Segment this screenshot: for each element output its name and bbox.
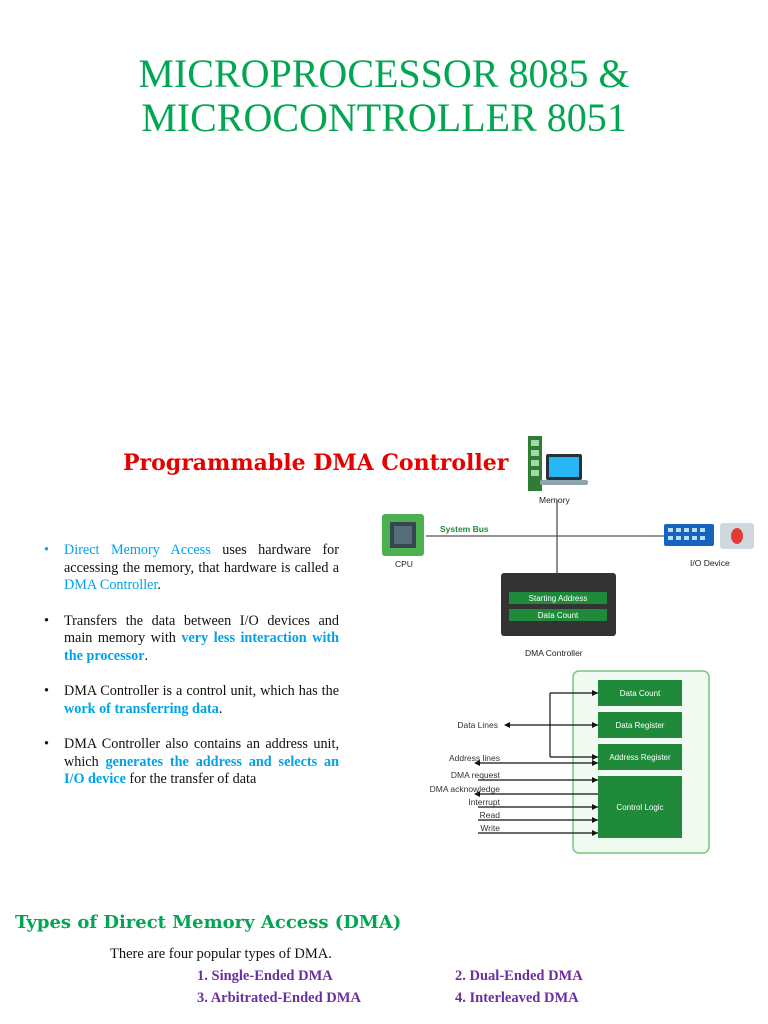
starting-address-label: Starting Address — [528, 594, 588, 603]
signal-label: Address lines — [448, 753, 500, 763]
bullet-item — [44, 613, 339, 666]
dma-controller-box — [501, 573, 616, 636]
dma-system-diagram — [368, 428, 768, 668]
io-device-label: I/O Device — [690, 558, 730, 568]
bullet-item — [44, 683, 339, 718]
data-count-label: Data Count — [537, 611, 579, 620]
memory-icon — [528, 436, 588, 491]
dma-block-label: Data Count — [619, 689, 661, 698]
bullet-item — [44, 736, 339, 789]
bullet-marker: • — [44, 683, 49, 699]
signal-label: Read — [479, 810, 500, 820]
dma-block-label: Address Register — [609, 753, 671, 762]
memory-label: Memory — [539, 495, 570, 505]
types-intro: There are four popular types of DMA. — [110, 946, 332, 962]
title-line-2: MICROCONTROLLER 8051 — [141, 95, 627, 140]
bullet-text: Transfers the data between I/O devices and main memory with — [64, 612, 339, 646]
data-lines-label: Data Lines — [457, 720, 498, 730]
type-item: 2. Dual-Ended DMA — [455, 968, 583, 984]
dma-block-diagram — [410, 668, 730, 868]
title-line-1: MICROPROCESSOR 8085 & — [138, 51, 630, 96]
bullet-text: DMA Controller also contains an address unit, which — [64, 736, 339, 770]
bullet-text: for the transfer of data — [125, 771, 257, 787]
bullet-text: . — [218, 700, 223, 717]
bullet-text: DMA Controller — [64, 577, 158, 593]
signal-label: DMA acknowledge — [429, 784, 500, 794]
type-item: 4. Interleaved DMA — [455, 990, 579, 1006]
bullet-text: Direct Memory Access — [64, 542, 211, 558]
bullet-text: uses hardware for accessing the memory, that hardware is called a — [64, 542, 339, 576]
type-item: 3. Arbitrated-Ended DMA — [197, 990, 361, 1006]
page-title — [0, 52, 768, 140]
system-bus-label: System Bus — [440, 524, 489, 534]
dma-controller-label: DMA Controller — [525, 648, 583, 658]
type-item: 1. Single-Ended DMA — [197, 968, 333, 984]
dma-block-label: Control Logic — [616, 803, 664, 812]
signal-label: Interrupt — [468, 797, 500, 807]
io-device-icon — [664, 523, 754, 549]
bullet-marker: • — [44, 736, 49, 752]
cpu-icon — [382, 514, 424, 556]
signal-label: Write — [480, 823, 500, 833]
bullet-text: very less interaction with the processor — [64, 630, 339, 664]
dma-block-label: Data Register — [615, 721, 665, 730]
cpu-label: CPU — [395, 559, 413, 569]
bullet-text: . — [144, 647, 149, 664]
types-heading: Types of Direct Memory Access (DMA) — [15, 912, 402, 933]
bullet-list — [44, 542, 339, 807]
bullet-text: generates the address and selects an I/O device — [64, 753, 339, 787]
bullet-marker: • — [44, 612, 49, 629]
bullet-item — [44, 542, 339, 595]
bullet-marker: • — [44, 542, 49, 558]
bullet-text: work of transferring data — [64, 700, 219, 717]
bullet-text: DMA Controller is a control unit, which has the — [64, 683, 339, 699]
section-subtitle: Programmable DMA Controller — [123, 450, 509, 476]
signal-label: DMA request — [450, 770, 500, 780]
bullet-text: . — [157, 577, 161, 593]
